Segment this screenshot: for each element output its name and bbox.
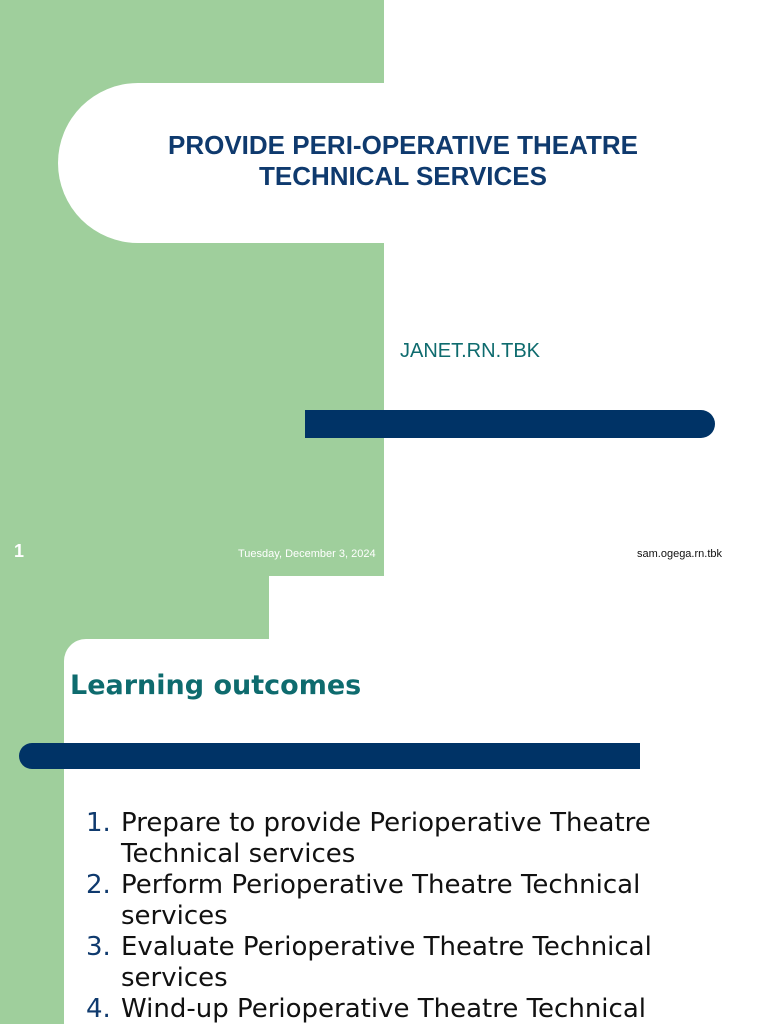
section-heading: Learning outcomes bbox=[70, 670, 362, 701]
list-item bbox=[86, 994, 746, 1024]
list-item-number: 1. bbox=[86, 808, 111, 838]
list-item-number: 3. bbox=[86, 932, 111, 962]
slide-subtitle: JANET.RN.TBK bbox=[400, 340, 541, 362]
list-item bbox=[86, 870, 746, 932]
list-item bbox=[86, 808, 746, 870]
learning-outcomes-list bbox=[86, 808, 746, 1024]
list-item-number: 4. bbox=[86, 994, 111, 1024]
accent-bar bbox=[305, 410, 715, 438]
list-item-text: Wind-up Perioperative Theatre Technical bbox=[121, 994, 646, 1024]
slide-2 bbox=[0, 576, 768, 1024]
slide-number: 1 bbox=[14, 541, 25, 561]
list-item-text: Perform Perioperative Theatre Technical services bbox=[121, 870, 641, 931]
slide-date: Tuesday, December 3, 2024 bbox=[238, 548, 376, 560]
accent-bar bbox=[19, 743, 640, 769]
list-item-number: 2. bbox=[86, 870, 111, 900]
list-item bbox=[86, 932, 746, 994]
list-item-text: Evaluate Perioperative Theatre Technical services bbox=[121, 932, 652, 993]
list-item-text: Prepare to provide Perioperative Theatre Technical services bbox=[121, 808, 651, 869]
green-side-strip bbox=[0, 576, 64, 1024]
slide-title: PROVIDE PERI-OPERATIVE THEATRE TECHNICAL SERVICES bbox=[168, 130, 638, 191]
slide-footer: sam.ogega.rn.tbk bbox=[637, 548, 722, 560]
